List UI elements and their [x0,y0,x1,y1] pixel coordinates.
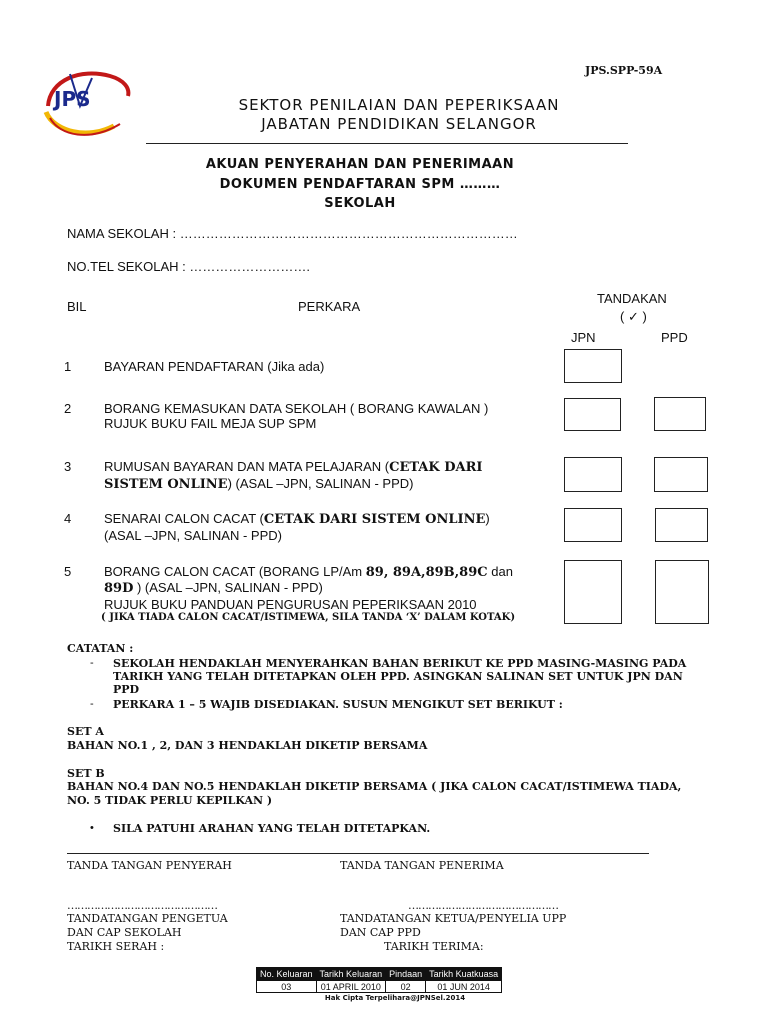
logo-text: JPS [54,87,91,111]
catatan-heading: CATATAN : [67,642,134,655]
notice-text: SILA PATUHI ARAHAN YANG TELAH DITETAPKAN. [113,822,431,835]
column-jpn: JPN [571,330,596,345]
item-1-jpn-checkbox[interactable] [564,349,622,383]
item-5-number: 5 [64,564,72,579]
revision-header: Pindaan [386,968,426,981]
revision-header: No. Keluaran [257,968,317,981]
item-3-jpn-checkbox[interactable] [564,457,622,492]
revision-value: 03 [257,981,317,993]
catatan-bullet-2: PERKARA 1 – 5 WAJIB DISEDIAKAN. SUSUN MENGIKUT SET BERIKUT : [113,698,563,711]
item-1-text: BAYARAN PENDAFTARAN (Jika ada) [104,359,325,374]
column-ppd: PPD [661,330,688,345]
item-2-text-line-1: BORANG KEMASUKAN DATA SEKOLAH ( BORANG KAWALAN ) [104,401,489,416]
item-5-text-b: 89, 89A,89B,89C [365,565,488,580]
title-line-1: AKUAN PENYERAHAN DAN PENERIMAAN [205,157,515,172]
item-5-text-line-4: ( JIKA TIADA CALON CACAT/ISTIMEWA, SILA TANDA ‘X’ DALAM KOTAK) [101,612,516,623]
ketua-label: TANDATANGAN KETUA/PENYELIA UPP [340,912,567,925]
document-code: JPS.SPP-59A [585,64,663,77]
cap-sekolah-label: DAN CAP SEKOLAH [67,926,182,939]
no-tel-field[interactable]: NO.TEL SEKOLAH : ………………………. [67,259,310,274]
revision-value: 01 APRIL 2010 [316,981,386,993]
catatan-bullet-1-line-1: SEKOLAH HENDAKLAH MENYERAHKAN BAHAN BERIKUT KE PPD MASING-MASING PADA [113,657,687,670]
column-tick: ( ✓ ) [620,309,647,324]
notice-bullet: • [90,822,94,834]
item-2-text-line-2: RUJUK BUKU FAIL MEJA SUP SPM [104,416,317,431]
tarikh-serah-label: TARIKH SERAH : [67,940,165,953]
column-bil: BIL [67,299,87,314]
item-5-text-line-3: RUJUK BUKU PANDUAN PENGURUSAN PEPERIKSAAN 2010 [104,597,477,612]
item-5-text-e: ) (ASAL –JPN, SALINAN - PPD) [133,580,323,595]
item-4-text-line-2: (ASAL –JPN, SALINAN - PPD) [104,528,282,543]
catatan-bullet-1-line-3: PPD [113,683,140,696]
signature-divider [67,853,649,854]
ketua-signature-line[interactable]: ……………………………………… [408,899,558,912]
item-5-text-d: 89D [104,581,134,596]
item-3-ppd-checkbox[interactable] [654,457,708,492]
penerima-label: TANDA TANGAN PENERIMA [340,859,504,872]
catatan-dash-2: - [90,698,94,710]
revision-header: Tarikh Kuatkuasa [426,968,502,981]
set-b-line-2: NO. 5 TIDAK PERLU KEPILKAN ) [67,794,273,807]
item-3-number: 3 [64,459,72,474]
set-b-heading: SET B [67,767,105,780]
item-1-number: 1 [64,359,72,374]
catatan-bullet-1-line-2: TARIKH YANG TELAH DITETAPKAN OLEH PPD. ASINGKAN SALINAN SET UNTUK JPN DAN [113,670,683,683]
item-5-ppd-checkbox[interactable] [655,560,709,624]
item-4-text-a: SENARAI CALON CACAT ( [104,511,264,526]
item-5-text-c: dan [487,564,513,579]
title-line-3: SEKOLAH [324,196,396,211]
item-4-text-c: ) [485,511,490,526]
title-line-2: DOKUMEN PENDAFTARAN SPM ……… [219,177,501,192]
item-2-ppd-checkbox[interactable] [654,397,706,431]
item-5-jpn-checkbox[interactable] [564,560,622,624]
revision-table [256,967,502,993]
pengetua-signature-line[interactable]: ……………………………………… [67,899,217,912]
set-a-heading: SET A [67,725,104,738]
revision-header: Tarikh Keluaran [316,968,386,981]
set-b-line-1: BAHAN NO.4 DAN NO.5 HENDAKLAH DIKETIP BERSAMA ( JIKA CALON CACAT/ISTIMEWA TIADA, [67,780,682,793]
item-5-text-a: BORANG CALON CACAT (BORANG LP/Am [104,564,366,579]
item-4-text-b: CETAK DARI SISTEM ONLINE [263,512,486,527]
revision-value: 01 JUN 2014 [426,981,502,993]
set-a-text: BAHAN NO.1 , 2, DAN 3 HENDAKLAH DIKETIP BERSAMA [67,739,428,752]
item-3-text-a: RUMUSAN BAYARAN DAN MATA PELAJARAN ( [104,459,390,474]
header-line-1: SEKTOR PENILAIAN DAN PEPERIKSAAN [238,96,560,114]
item-2-jpn-checkbox[interactable] [564,398,621,431]
nama-sekolah-field[interactable]: NAMA SEKOLAH : …………………………………………………………………… [67,226,518,241]
item-3-text-c: SISTEM ONLINE [104,477,228,492]
item-4-ppd-checkbox[interactable] [655,508,708,542]
cap-ppd-label: DAN CAP PPD [340,926,421,939]
penyerah-label: TANDA TANGAN PENYERAH [67,859,232,872]
column-perkara: PERKARA [298,299,361,314]
tarikh-terima-label: TARIKH TERIMA: [384,940,484,953]
item-4-jpn-checkbox[interactable] [564,508,622,542]
header-line-2: JABATAN PENDIDIKAN SELANGOR [261,115,537,133]
item-3-text-d: ) (ASAL –JPN, SALINAN - PPD) [227,476,414,491]
revision-value: 02 [386,981,426,993]
item-4-number: 4 [64,511,72,526]
item-3-text-b: CETAK DARI [389,460,483,475]
item-2-number: 2 [64,401,72,416]
pengetua-label: TANDATANGAN PENGETUA [67,912,228,925]
copyright: Hak Cipta Terpelihara@JPNSel.2014 [324,994,466,1002]
header-divider [146,143,628,144]
catatan-dash-1: - [90,657,94,669]
column-tandakan: TANDAKAN [597,291,667,306]
